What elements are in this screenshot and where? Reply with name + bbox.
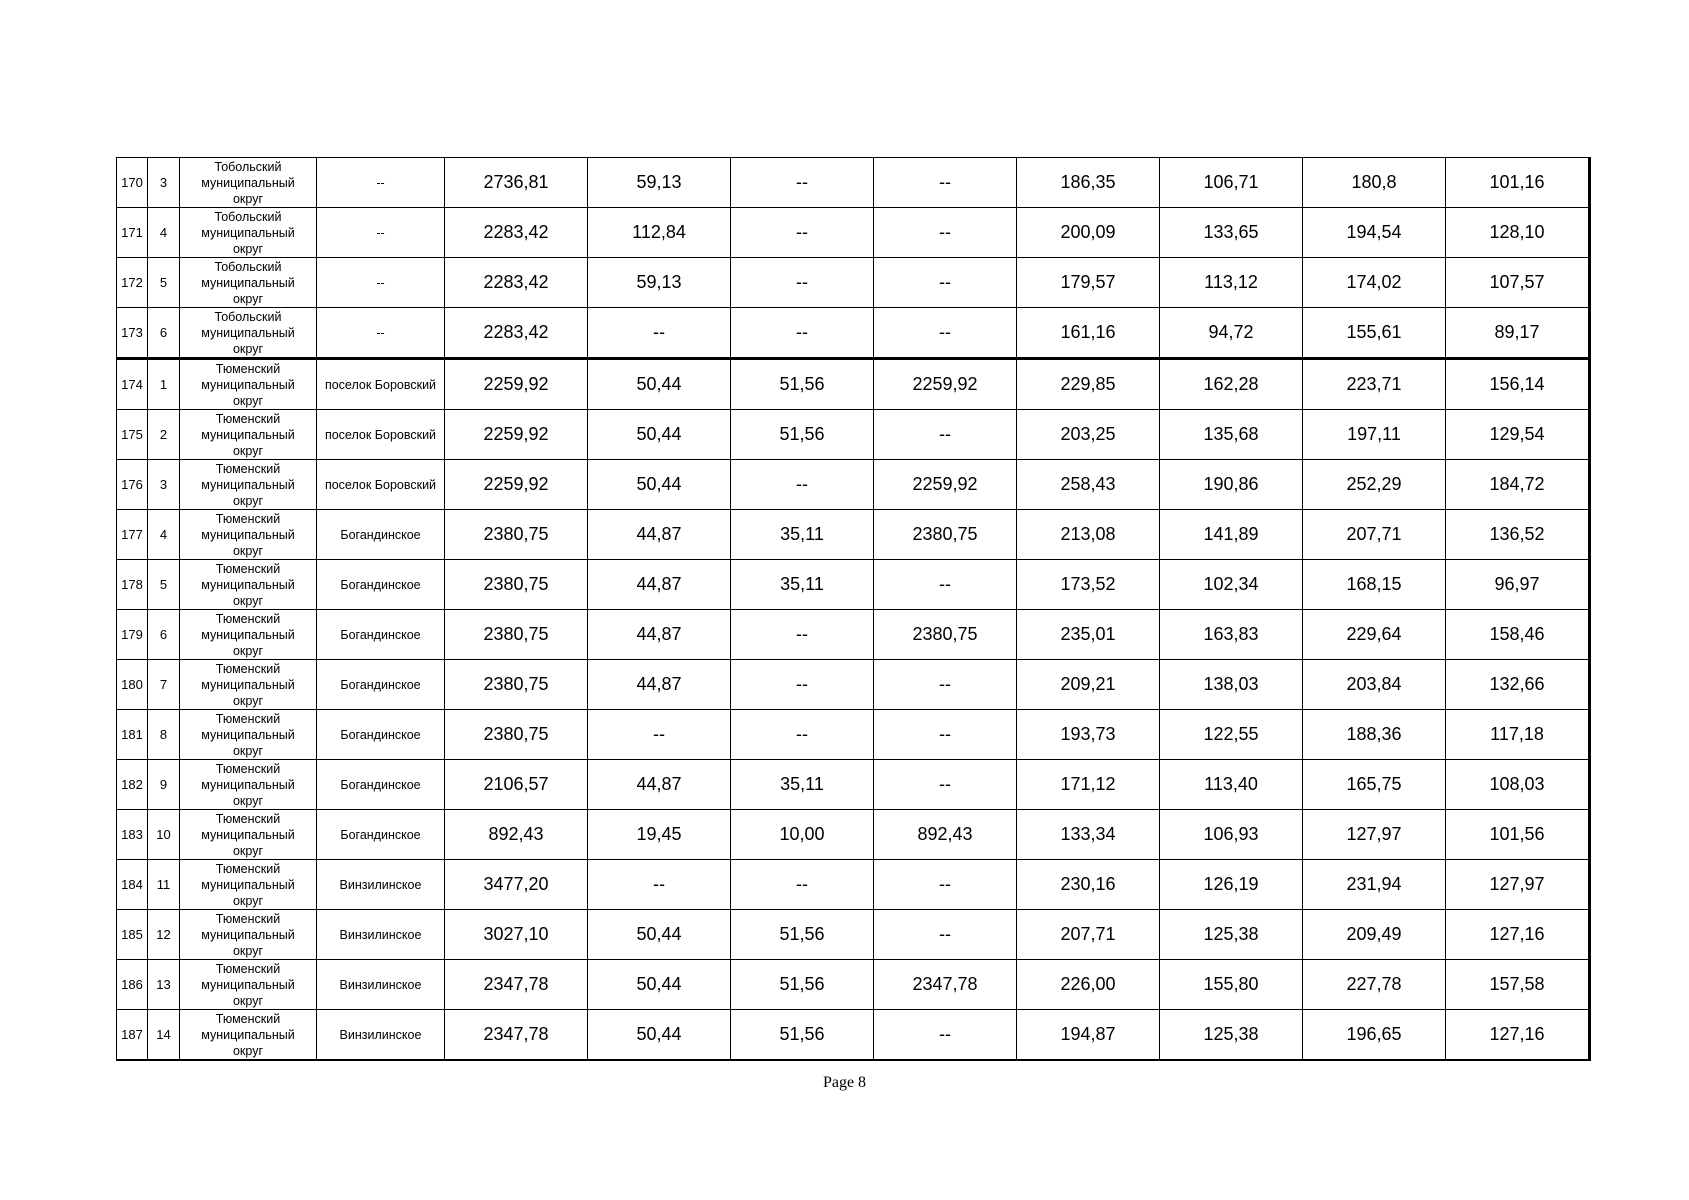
value-cell: 209,49 [1303,910,1446,960]
sub-number-cell: 13 [148,960,180,1010]
value-cell: 180,8 [1303,158,1446,208]
value-cell: 128,10 [1446,208,1590,258]
row-number-cell: 184 [117,860,148,910]
value-cell: 161,16 [1017,308,1160,359]
value-cell: 196,65 [1303,1010,1446,1061]
sub-number-cell: 7 [148,660,180,710]
district-line: округ [232,543,264,558]
value-cell: -- [731,308,874,359]
district-line: округ [232,341,264,356]
district-line: Тюменский [215,511,281,526]
district-cell [180,410,317,460]
value-cell: -- [874,308,1017,359]
sub-number-cell: 6 [148,308,180,359]
value-cell: 231,94 [1303,860,1446,910]
value-cell: 50,44 [588,910,731,960]
value-cell: 51,56 [731,359,874,410]
table-row [117,910,1590,960]
value-cell: 127,16 [1446,1010,1590,1061]
district-line: муниципальный [201,627,295,642]
value-cell: 213,08 [1017,510,1160,560]
sub-number-cell: 4 [148,208,180,258]
value-cell: 113,40 [1160,760,1303,810]
value-cell: 2380,75 [445,610,588,660]
value-cell: 193,73 [1017,710,1160,760]
value-cell: 200,09 [1017,208,1160,258]
value-cell: -- [874,208,1017,258]
value-cell: -- [731,208,874,258]
value-cell: 59,13 [588,258,731,308]
value-cell: 94,72 [1160,308,1303,359]
district-line: муниципальный [201,325,295,340]
row-number-cell: 170 [117,158,148,208]
value-cell: 207,71 [1017,910,1160,960]
value-cell: 229,64 [1303,610,1446,660]
district-cell [180,910,317,960]
value-cell: 2380,75 [445,660,588,710]
value-cell: -- [874,158,1017,208]
district-cell [180,258,317,308]
district-line: Тюменский [215,661,281,676]
value-cell: -- [874,760,1017,810]
district-line: муниципальный [201,427,295,442]
table-row [117,960,1590,1010]
settlement-cell: -- [317,158,445,208]
value-cell: 35,11 [731,510,874,560]
value-cell: 2736,81 [445,158,588,208]
value-cell: 168,15 [1303,560,1446,610]
district-cell [180,208,317,258]
district-line: округ [232,241,264,256]
district-line: округ [232,191,264,206]
district-line: округ [232,291,264,306]
settlement-cell: поселок Боровский [317,460,445,510]
value-cell: 223,71 [1303,359,1446,410]
value-cell: 203,25 [1017,410,1160,460]
value-cell: 2259,92 [874,460,1017,510]
sub-number-cell: 4 [148,510,180,560]
table-row [117,660,1590,710]
value-cell: 133,34 [1017,810,1160,860]
value-cell: 235,01 [1017,610,1160,660]
district-line: Тюменский [215,761,281,776]
value-cell: 155,61 [1303,308,1446,359]
value-cell: 2380,75 [445,560,588,610]
row-number-cell: 178 [117,560,148,610]
value-cell: 51,56 [731,960,874,1010]
district-line: Тюменский [215,961,281,976]
district-cell [180,560,317,610]
row-number-cell: 180 [117,660,148,710]
district-line: округ [232,593,264,608]
value-cell: 892,43 [445,810,588,860]
district-line: муниципальный [201,727,295,742]
settlement-cell: Винзилинское [317,960,445,1010]
value-cell: 190,86 [1160,460,1303,510]
value-cell: 194,54 [1303,208,1446,258]
district-line: округ [232,943,264,958]
value-cell: 2347,78 [445,1010,588,1061]
value-cell: 135,68 [1160,410,1303,460]
table-row [117,1010,1590,1061]
value-cell: -- [731,158,874,208]
value-cell: 162,28 [1160,359,1303,410]
value-cell: 125,38 [1160,910,1303,960]
sub-number-cell: 2 [148,410,180,460]
value-cell: 2380,75 [874,610,1017,660]
value-cell: 126,19 [1160,860,1303,910]
district-line: Тюменский [215,611,281,626]
row-number-cell: 176 [117,460,148,510]
value-cell: 102,34 [1160,560,1303,610]
settlement-cell: -- [317,308,445,359]
value-cell: -- [731,258,874,308]
value-cell: 2106,57 [445,760,588,810]
value-cell: -- [874,860,1017,910]
value-cell: 173,52 [1017,560,1160,610]
value-cell: 163,83 [1160,610,1303,660]
district-line: округ [232,643,264,658]
value-cell: -- [874,410,1017,460]
table-row [117,410,1590,460]
district-line: муниципальный [201,877,295,892]
district-line: муниципальный [201,927,295,942]
value-cell: 174,02 [1303,258,1446,308]
value-cell: 2259,92 [445,410,588,460]
table-row [117,860,1590,910]
value-cell: 227,78 [1303,960,1446,1010]
district-line: муниципальный [201,175,295,190]
table-row [117,810,1590,860]
value-cell: -- [588,308,731,359]
settlement-cell: Винзилинское [317,1010,445,1061]
district-line: округ [232,743,264,758]
value-cell: 209,21 [1017,660,1160,710]
settlement-cell: -- [317,258,445,308]
value-cell: 2283,42 [445,258,588,308]
table-row [117,359,1590,410]
value-cell: 108,03 [1446,760,1590,810]
value-cell: 35,11 [731,560,874,610]
value-cell: 19,45 [588,810,731,860]
value-cell: 2380,75 [445,510,588,560]
district-line: муниципальный [201,477,295,492]
sub-number-cell: 14 [148,1010,180,1061]
value-cell: 127,97 [1303,810,1446,860]
district-cell [180,810,317,860]
value-cell: 3027,10 [445,910,588,960]
district-cell [180,460,317,510]
district-line: муниципальный [201,777,295,792]
settlement-cell: Богандинское [317,810,445,860]
district-line: муниципальный [201,377,295,392]
district-cell [180,610,317,660]
value-cell: 194,87 [1017,1010,1160,1061]
value-cell: 186,35 [1017,158,1160,208]
row-number-cell: 187 [117,1010,148,1061]
district-line: муниципальный [201,977,295,992]
row-number-cell: 172 [117,258,148,308]
district-cell [180,158,317,208]
value-cell: -- [874,910,1017,960]
value-cell: 50,44 [588,410,731,460]
district-line: Тюменский [215,561,281,576]
district-line: округ [232,1043,264,1058]
value-cell: 2259,92 [445,359,588,410]
row-number-cell: 186 [117,960,148,1010]
value-cell: 117,18 [1446,710,1590,760]
value-cell: 125,38 [1160,1010,1303,1061]
value-cell: 230,16 [1017,860,1160,910]
district-line: муниципальный [201,577,295,592]
district-cell [180,760,317,810]
value-cell: -- [731,460,874,510]
sub-number-cell: 5 [148,560,180,610]
value-cell: 44,87 [588,760,731,810]
district-line: муниципальный [201,225,295,240]
district-line: муниципальный [201,677,295,692]
value-cell: -- [874,660,1017,710]
value-cell: 50,44 [588,359,731,410]
district-line: округ [232,793,264,808]
sub-number-cell: 1 [148,359,180,410]
value-cell: 107,57 [1446,258,1590,308]
value-cell: 132,66 [1446,660,1590,710]
value-cell: -- [874,1010,1017,1061]
value-cell: 2380,75 [445,710,588,760]
settlement-cell: Богандинское [317,560,445,610]
table-row [117,710,1590,760]
page-number: Page 8 [822,1074,867,1091]
sub-number-cell: 9 [148,760,180,810]
value-cell: 10,00 [731,810,874,860]
value-cell: 127,16 [1446,910,1590,960]
value-cell: 2380,75 [874,510,1017,560]
value-cell: 226,00 [1017,960,1160,1010]
district-line: Тобольский [214,209,282,224]
district-line: Тюменский [215,361,281,376]
value-cell: 2259,92 [445,460,588,510]
district-cell [180,308,317,359]
district-line: Тобольский [214,159,282,174]
value-cell: 157,58 [1446,960,1590,1010]
table-row [117,258,1590,308]
table-row [117,158,1590,208]
value-cell: -- [731,860,874,910]
value-cell: 89,17 [1446,308,1590,359]
district-line: округ [232,843,264,858]
value-cell: 2283,42 [445,208,588,258]
value-cell: 51,56 [731,410,874,460]
value-cell: 252,29 [1303,460,1446,510]
row-number-cell: 182 [117,760,148,810]
value-cell: 203,84 [1303,660,1446,710]
value-cell: 44,87 [588,510,731,560]
table-row [117,610,1590,660]
row-number-cell: 173 [117,308,148,359]
table-row [117,560,1590,610]
value-cell: 106,93 [1160,810,1303,860]
sub-number-cell: 6 [148,610,180,660]
table-row [117,308,1590,359]
value-cell: 127,97 [1446,860,1590,910]
value-cell: 51,56 [731,910,874,960]
data-table [116,157,1591,1061]
district-line: округ [232,443,264,458]
district-line: Тобольский [214,309,282,324]
value-cell: 165,75 [1303,760,1446,810]
sub-number-cell: 12 [148,910,180,960]
row-number-cell: 171 [117,208,148,258]
value-cell: 136,52 [1446,510,1590,560]
value-cell: 2347,78 [874,960,1017,1010]
value-cell: 2259,92 [874,359,1017,410]
row-number-cell: 181 [117,710,148,760]
value-cell: 59,13 [588,158,731,208]
value-cell: 50,44 [588,460,731,510]
sub-number-cell: 3 [148,460,180,510]
settlement-cell: Богандинское [317,510,445,560]
district-cell [180,860,317,910]
value-cell: 3477,20 [445,860,588,910]
value-cell: 101,16 [1446,158,1590,208]
value-cell: 158,46 [1446,610,1590,660]
value-cell: 138,03 [1160,660,1303,710]
value-cell: 2283,42 [445,308,588,359]
district-line: Тобольский [214,259,282,274]
district-line: муниципальный [201,527,295,542]
value-cell: 122,55 [1160,710,1303,760]
settlement-cell: поселок Боровский [317,359,445,410]
table-row [117,760,1590,810]
settlement-cell: -- [317,208,445,258]
value-cell: 258,43 [1017,460,1160,510]
value-cell: 188,36 [1303,710,1446,760]
row-number-cell: 179 [117,610,148,660]
table-body [117,158,1590,1061]
district-line: округ [232,693,264,708]
district-line: Тюменский [215,861,281,876]
row-number-cell: 174 [117,359,148,410]
district-cell [180,359,317,410]
value-cell: -- [588,710,731,760]
district-line: муниципальный [201,1027,295,1042]
settlement-cell: Богандинское [317,610,445,660]
value-cell: 101,56 [1446,810,1590,860]
value-cell: 171,12 [1017,760,1160,810]
district-line: округ [232,393,264,408]
sub-number-cell: 11 [148,860,180,910]
value-cell: 44,87 [588,610,731,660]
settlement-cell: поселок Боровский [317,410,445,460]
district-line: округ [232,993,264,1008]
table-row [117,208,1590,258]
value-cell: 197,11 [1303,410,1446,460]
district-cell [180,960,317,1010]
value-cell: 44,87 [588,560,731,610]
value-cell: -- [588,860,731,910]
value-cell: -- [874,560,1017,610]
district-cell [180,660,317,710]
value-cell: -- [731,610,874,660]
value-cell: -- [731,710,874,760]
row-number-cell: 175 [117,410,148,460]
district-cell [180,710,317,760]
value-cell: 229,85 [1017,359,1160,410]
value-cell: 51,56 [731,1010,874,1061]
value-cell: 2347,78 [445,960,588,1010]
value-cell: 96,97 [1446,560,1590,610]
value-cell: 141,89 [1160,510,1303,560]
settlement-cell: Богандинское [317,660,445,710]
district-cell [180,510,317,560]
district-line: Тюменский [215,711,281,726]
value-cell: 179,57 [1017,258,1160,308]
district-cell [180,1010,317,1061]
table-row [117,460,1590,510]
table-row [117,510,1590,560]
sub-number-cell: 8 [148,710,180,760]
value-cell: 184,72 [1446,460,1590,510]
district-line: округ [232,893,264,908]
district-line: Тюменский [215,911,281,926]
value-cell: 156,14 [1446,359,1590,410]
value-cell: 155,80 [1160,960,1303,1010]
value-cell: 50,44 [588,960,731,1010]
settlement-cell: Богандинское [317,710,445,760]
value-cell: 892,43 [874,810,1017,860]
settlement-cell: Винзилинское [317,860,445,910]
value-cell: -- [874,258,1017,308]
value-cell: 113,12 [1160,258,1303,308]
sub-number-cell: 5 [148,258,180,308]
district-line: Тюменский [215,411,281,426]
district-line: муниципальный [201,827,295,842]
row-number-cell: 185 [117,910,148,960]
value-cell: 106,71 [1160,158,1303,208]
value-cell: 207,71 [1303,510,1446,560]
value-cell: 133,65 [1160,208,1303,258]
value-cell: 44,87 [588,660,731,710]
value-cell: -- [731,660,874,710]
value-cell: 112,84 [588,208,731,258]
value-cell: 129,54 [1446,410,1590,460]
settlement-cell: Винзилинское [317,910,445,960]
value-cell: 50,44 [588,1010,731,1061]
district-line: Тюменский [215,1011,281,1026]
district-line: Тюменский [215,811,281,826]
row-number-cell: 183 [117,810,148,860]
district-line: муниципальный [201,275,295,290]
value-cell: -- [874,710,1017,760]
row-number-cell: 177 [117,510,148,560]
sub-number-cell: 10 [148,810,180,860]
sub-number-cell: 3 [148,158,180,208]
district-line: Тюменский [215,461,281,476]
value-cell: 35,11 [731,760,874,810]
district-line: округ [232,493,264,508]
settlement-cell: Богандинское [317,760,445,810]
